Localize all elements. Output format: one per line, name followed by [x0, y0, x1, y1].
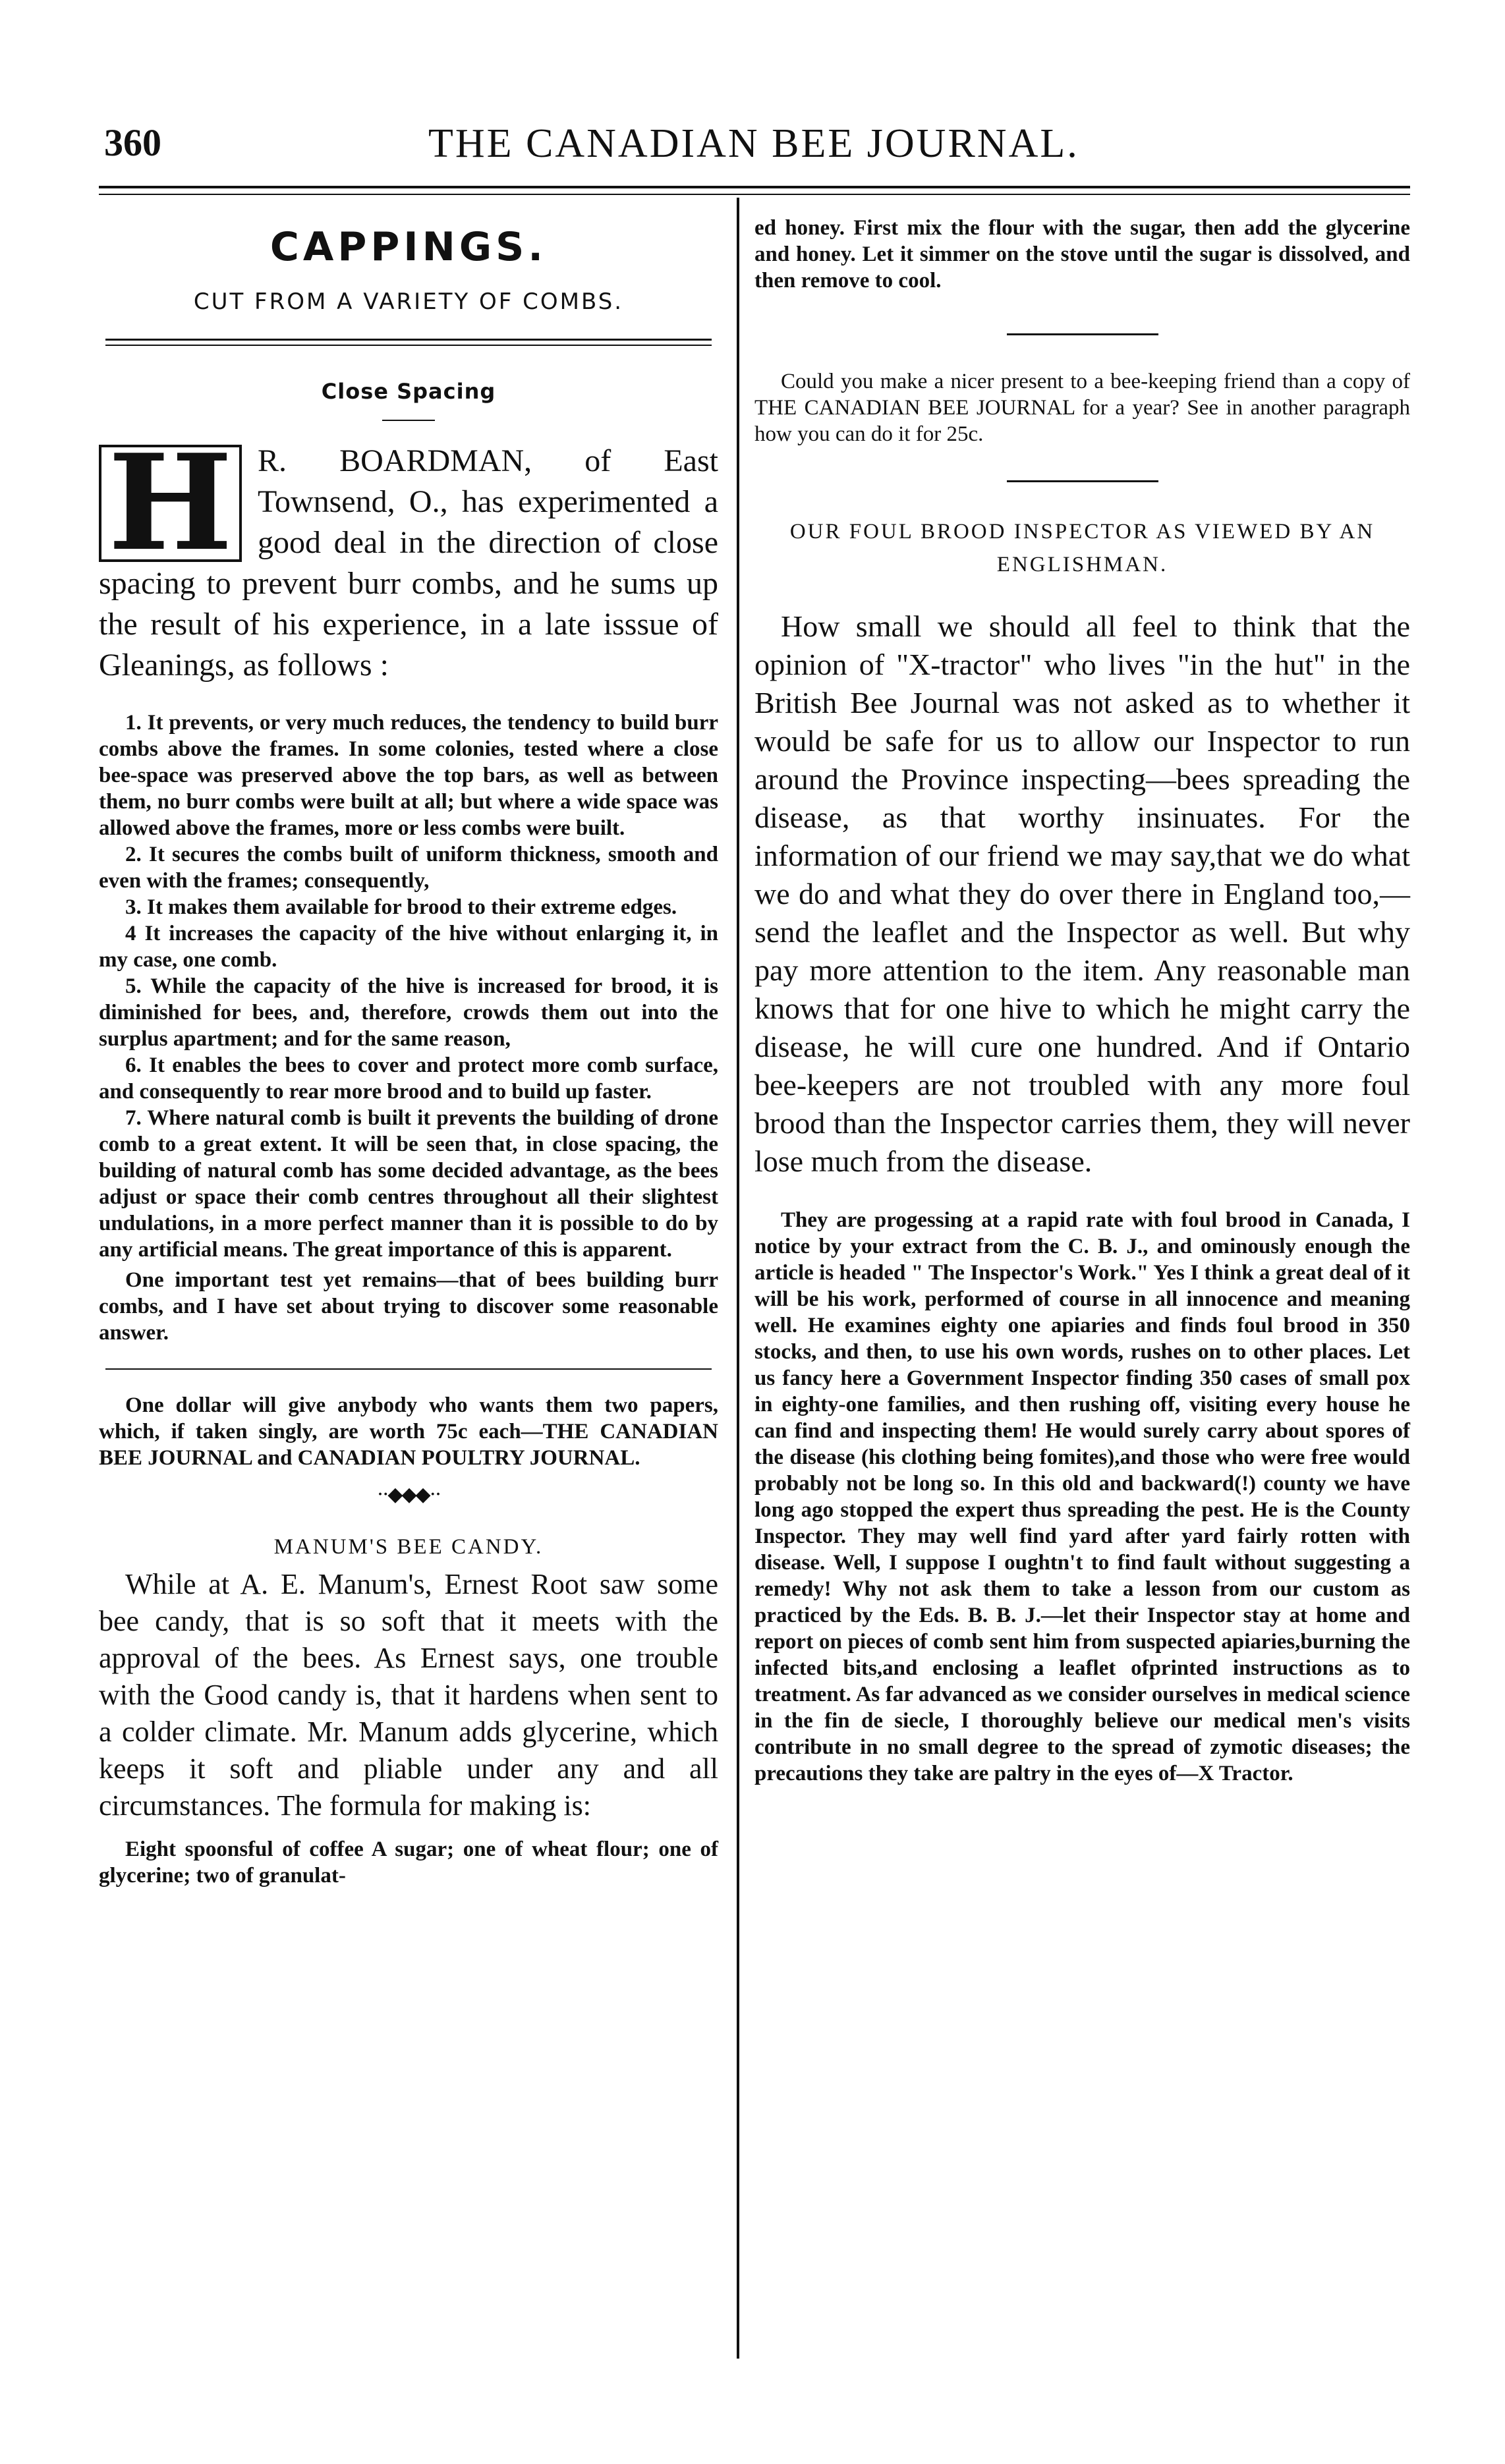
list-item: 1. It prevents, or very much reduces, the tendency to build burr combs above the frames. In some colonies, tested where a close bee-space was preserved above the top bars, as well as between them, no burr combs were built at all; but where a wide space was allowed above the frames, more or less combs were built. — [99, 711, 718, 840]
section-rule — [105, 339, 712, 341]
list-item: 3. It makes them available for brood to their extreme edges. — [125, 895, 677, 919]
quote-paragraph: They are progessing at a rapid rate with foul brood in Canada, I notice by your extract from the C. B. J., and ominously enough the article is headed " The Inspector's Work." Yes I think a great deal of it will be his work, performed of course in all innocence and meaning well. He examines eighty one apiaries and finds foul brood in 350 stocks, and then, to use his own words, rushes on to other places. Let us fancy here a Government Inspector finding 350 cases of small pox in eighty-one families, and then rushing off, visiting every house he can find and inspecting them! He would surely carry about spores of the disease (his clothing being fomites),and those who were free would probably not be long so. In this old and backward(!) county we have long ago stopped the expert thus spreading the pest. He is the County Inspector. They may well find yard after yard fairly rotten with disease. Well, I suppose I oughtn't to find fault without suggesting a remedy! Why not ask them to take a lesson from our custom as practiced by the Eds. B. B. J.—let their Inspector stay at home and report on pieces of comb sent him from suspected apiaries,burning the infected bits,and enclosing a leaflet ofprinted instructions as to treatment. As far advanced as we consider ourselves in medical science in the fin de siecle, I thoroughly believe our medical men's visits contribute in no small degree to the spread of zymotic diseases; the precautions they take are paltry in the eyes of—X Tractor. — [754, 1208, 1410, 1785]
left-column — [99, 211, 718, 1889]
foul-brood-heading: OUR FOUL BROOD INSPECTOR AS VIEWED BY AN ENGLISHMAN. — [789, 520, 1375, 576]
candy-paragraph: While at A. E. Manum's, Ernest Root saw some bee candy, that is so soft that it meets with the approval of the bees. As Ernest says, one trouble with the Good candy is, that it hardens when sent to a colder climate. Mr. Manum adds glycerine, which keeps it soft and pliable under any and all circumstances. The formula for making is: — [99, 1568, 718, 1822]
recipe-continuation: ed honey. First mix the flour with the sugar, then add the glycerine and honey. Let it simmer on the stove until the sugar is dissolved, and then remove to cool. — [754, 216, 1410, 293]
header-rule-thin — [99, 194, 1410, 195]
heading-rule — [382, 420, 435, 421]
recipe-paragraph: Eight spoonsful of coffee A sugar; one of wheat flour; one of glycerine; two of granulat- — [99, 1837, 718, 1888]
test-paragraph: One important test yet remains—that of bees building burr combs, and I have set about trying to discover some reasonable answer. — [99, 1268, 718, 1345]
candy-heading: MANUM'S BEE CANDY. — [273, 1535, 544, 1559]
cappings-title: CAPPINGS. — [270, 224, 548, 270]
header-rule — [99, 186, 1410, 188]
close-spacing-heading: Close Spacing — [321, 379, 496, 404]
right-column — [754, 211, 1410, 1787]
intro-paragraph: R. BOARDMAN, of East Townsend, O., has experimented a good deal in the direction of close spacing to prevent burr combs, and he sums up the result of his experience, in a late isssue of Gleanings, as follows : — [99, 443, 718, 683]
list-item: 2. It secures the combs built of uniform thickness, smooth and even with the frames; consequently, — [99, 843, 718, 893]
column-divider — [737, 198, 739, 2359]
section-rule — [1007, 480, 1158, 482]
notice-rule — [105, 1368, 712, 1370]
page-number: 360 — [104, 121, 161, 164]
section-rule — [1007, 333, 1158, 335]
drop-cap-letter: H — [99, 445, 242, 562]
cappings-subtitle: CUT FROM A VARIETY OF COMBS. — [193, 289, 624, 315]
numbered-list — [99, 710, 718, 1346]
ornament-divider: ⋅⋅◆◆◆⋅⋅ — [376, 1484, 441, 1505]
foul-brood-paragraph: How small we should all feel to think that the opinion of "X-tractor" who lives "in the hut" in the British Bee Journal was not asked as to whether it would be safe for us to allow our Inspector to run around the Province inspecting—bees spreading the disease, as that worthy insinuates. For the information of our friend we may say,that we do what we do and what they do over there in England too,—send the leaflet and the Inspector as well. But why pay more attention to the item. Any reasonable man knows that for one hive to which he might carry the disease, he will cure one hundred. And if Ontario bee-keepers are not troubled with any more foul brood than the Inspector carries them, they will never lose much from the disease. — [754, 609, 1410, 1178]
section-rule-thin — [105, 345, 712, 346]
list-item: 5. While the capacity of the hive is increased for brood, it is diminished for bees, and, therefore, crowds them out into the surplus apartment; and for the same reason, — [99, 974, 718, 1051]
page-header — [99, 115, 1410, 181]
close-spacing-intro — [99, 426, 718, 686]
present-notice: Could you make a nicer present to a bee-keeping friend than a copy of THE CANADIAN BEE JOURNAL for a year? See in another paragraph how you can do it for 25c. — [754, 370, 1410, 446]
list-item: 6. It enables the bees to cover and protect more comb surface, and consequently to rear more brood and to build up faster. — [99, 1053, 718, 1104]
journal-title: THE CANADIAN BEE JOURNAL. — [428, 121, 1079, 166]
list-item: 4 It increases the capacity of the hive without enlarging it, in my case, one comb. — [99, 922, 718, 972]
list-item: 7. Where natural comb is built it prevents the building of drone comb to a great extent. It will be seen that, in close spacing, the building of natural comb has some decided advantage, as the bees adjust or space their comb centres throughout all their slightest undulations, in a more perfect manner than it is possible to do by any artificial means. The great importance of this is apparent. — [99, 1106, 718, 1262]
dollar-notice: One dollar will give anybody who wants them two papers, which, if taken singly, are worth 75c each—THE CANADIAN BEE JOURNAL and CANADIAN POULTRY JOURNAL. — [99, 1393, 718, 1470]
